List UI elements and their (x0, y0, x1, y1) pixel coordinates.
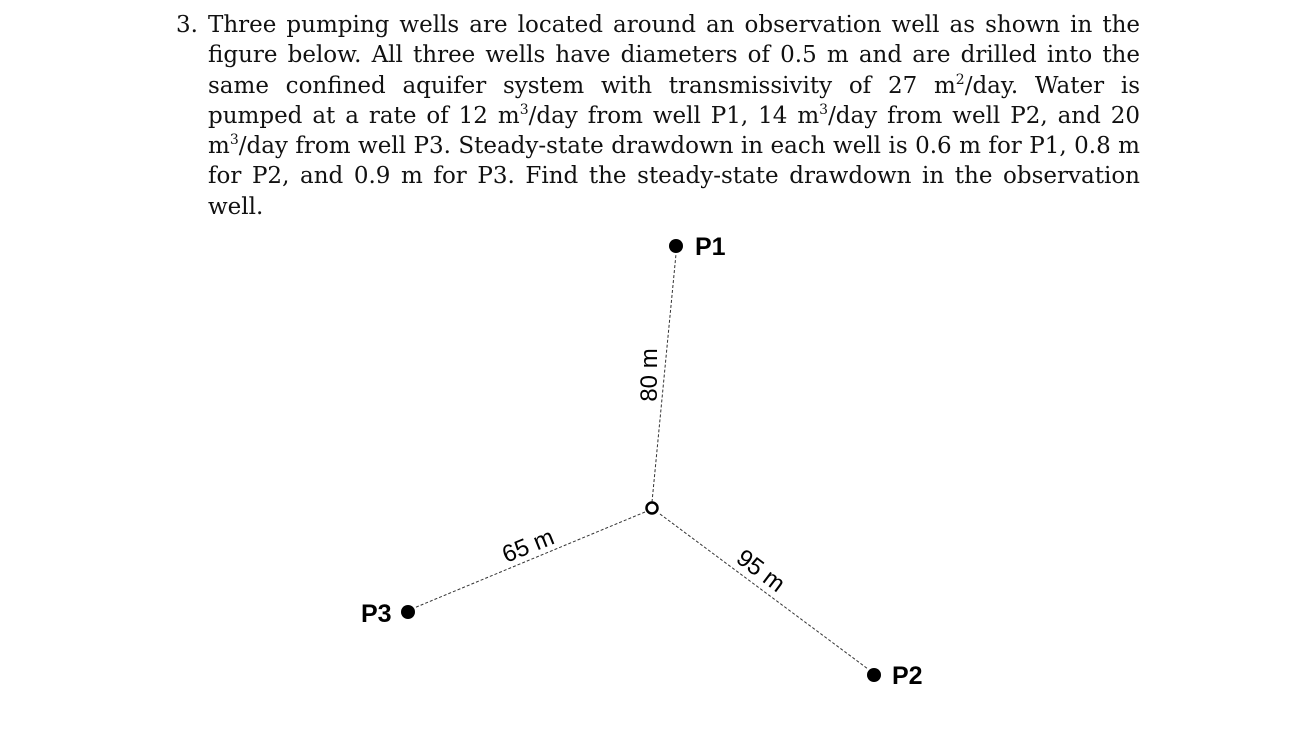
distance-label-p2: 95 m (731, 544, 790, 598)
problem-text-run: /day. Water is pumped at a rate of 12 m (208, 72, 1140, 129)
well-label-p1: P1 (695, 233, 726, 261)
problem-text-run: /day from well P3. Steady-state drawdown in each well is 0.6 m for P1, 0.8 m for P2, and 0.9 m for P3. Find the steady-state drawdown in the observation well. (208, 133, 1140, 220)
pumping-well-p2-marker (867, 668, 881, 682)
well-label-p2: P2 (892, 662, 923, 690)
distance-label-p1: 80 m (636, 348, 663, 402)
unit-exponent: 2 (955, 71, 965, 88)
well-label-p3: P3 (361, 600, 392, 628)
problem-number: 3. (176, 12, 198, 38)
problem-text-run: /day from well P2, and 20 m (208, 102, 1141, 160)
unit-exponent: 3 (229, 132, 239, 149)
unit-exponent: 3 (519, 101, 529, 118)
problem-text-run: /day from well P1, 14 m (528, 102, 820, 129)
pumping-well-p3-marker (401, 605, 415, 619)
problem-text-run: Three pumping wells are located around an observation well as shown in the figure below. All three wells have diameters of 0.5 m and are drilled into the same confined aquifer system with transmissivity of 27 m (208, 12, 1140, 99)
pumping-well-p1-marker (669, 239, 683, 253)
observation-well-marker (647, 503, 658, 514)
distance-label-p3: 65 m (498, 523, 558, 569)
connector-p2 (660, 514, 868, 669)
unit-exponent: 3 (819, 101, 829, 118)
